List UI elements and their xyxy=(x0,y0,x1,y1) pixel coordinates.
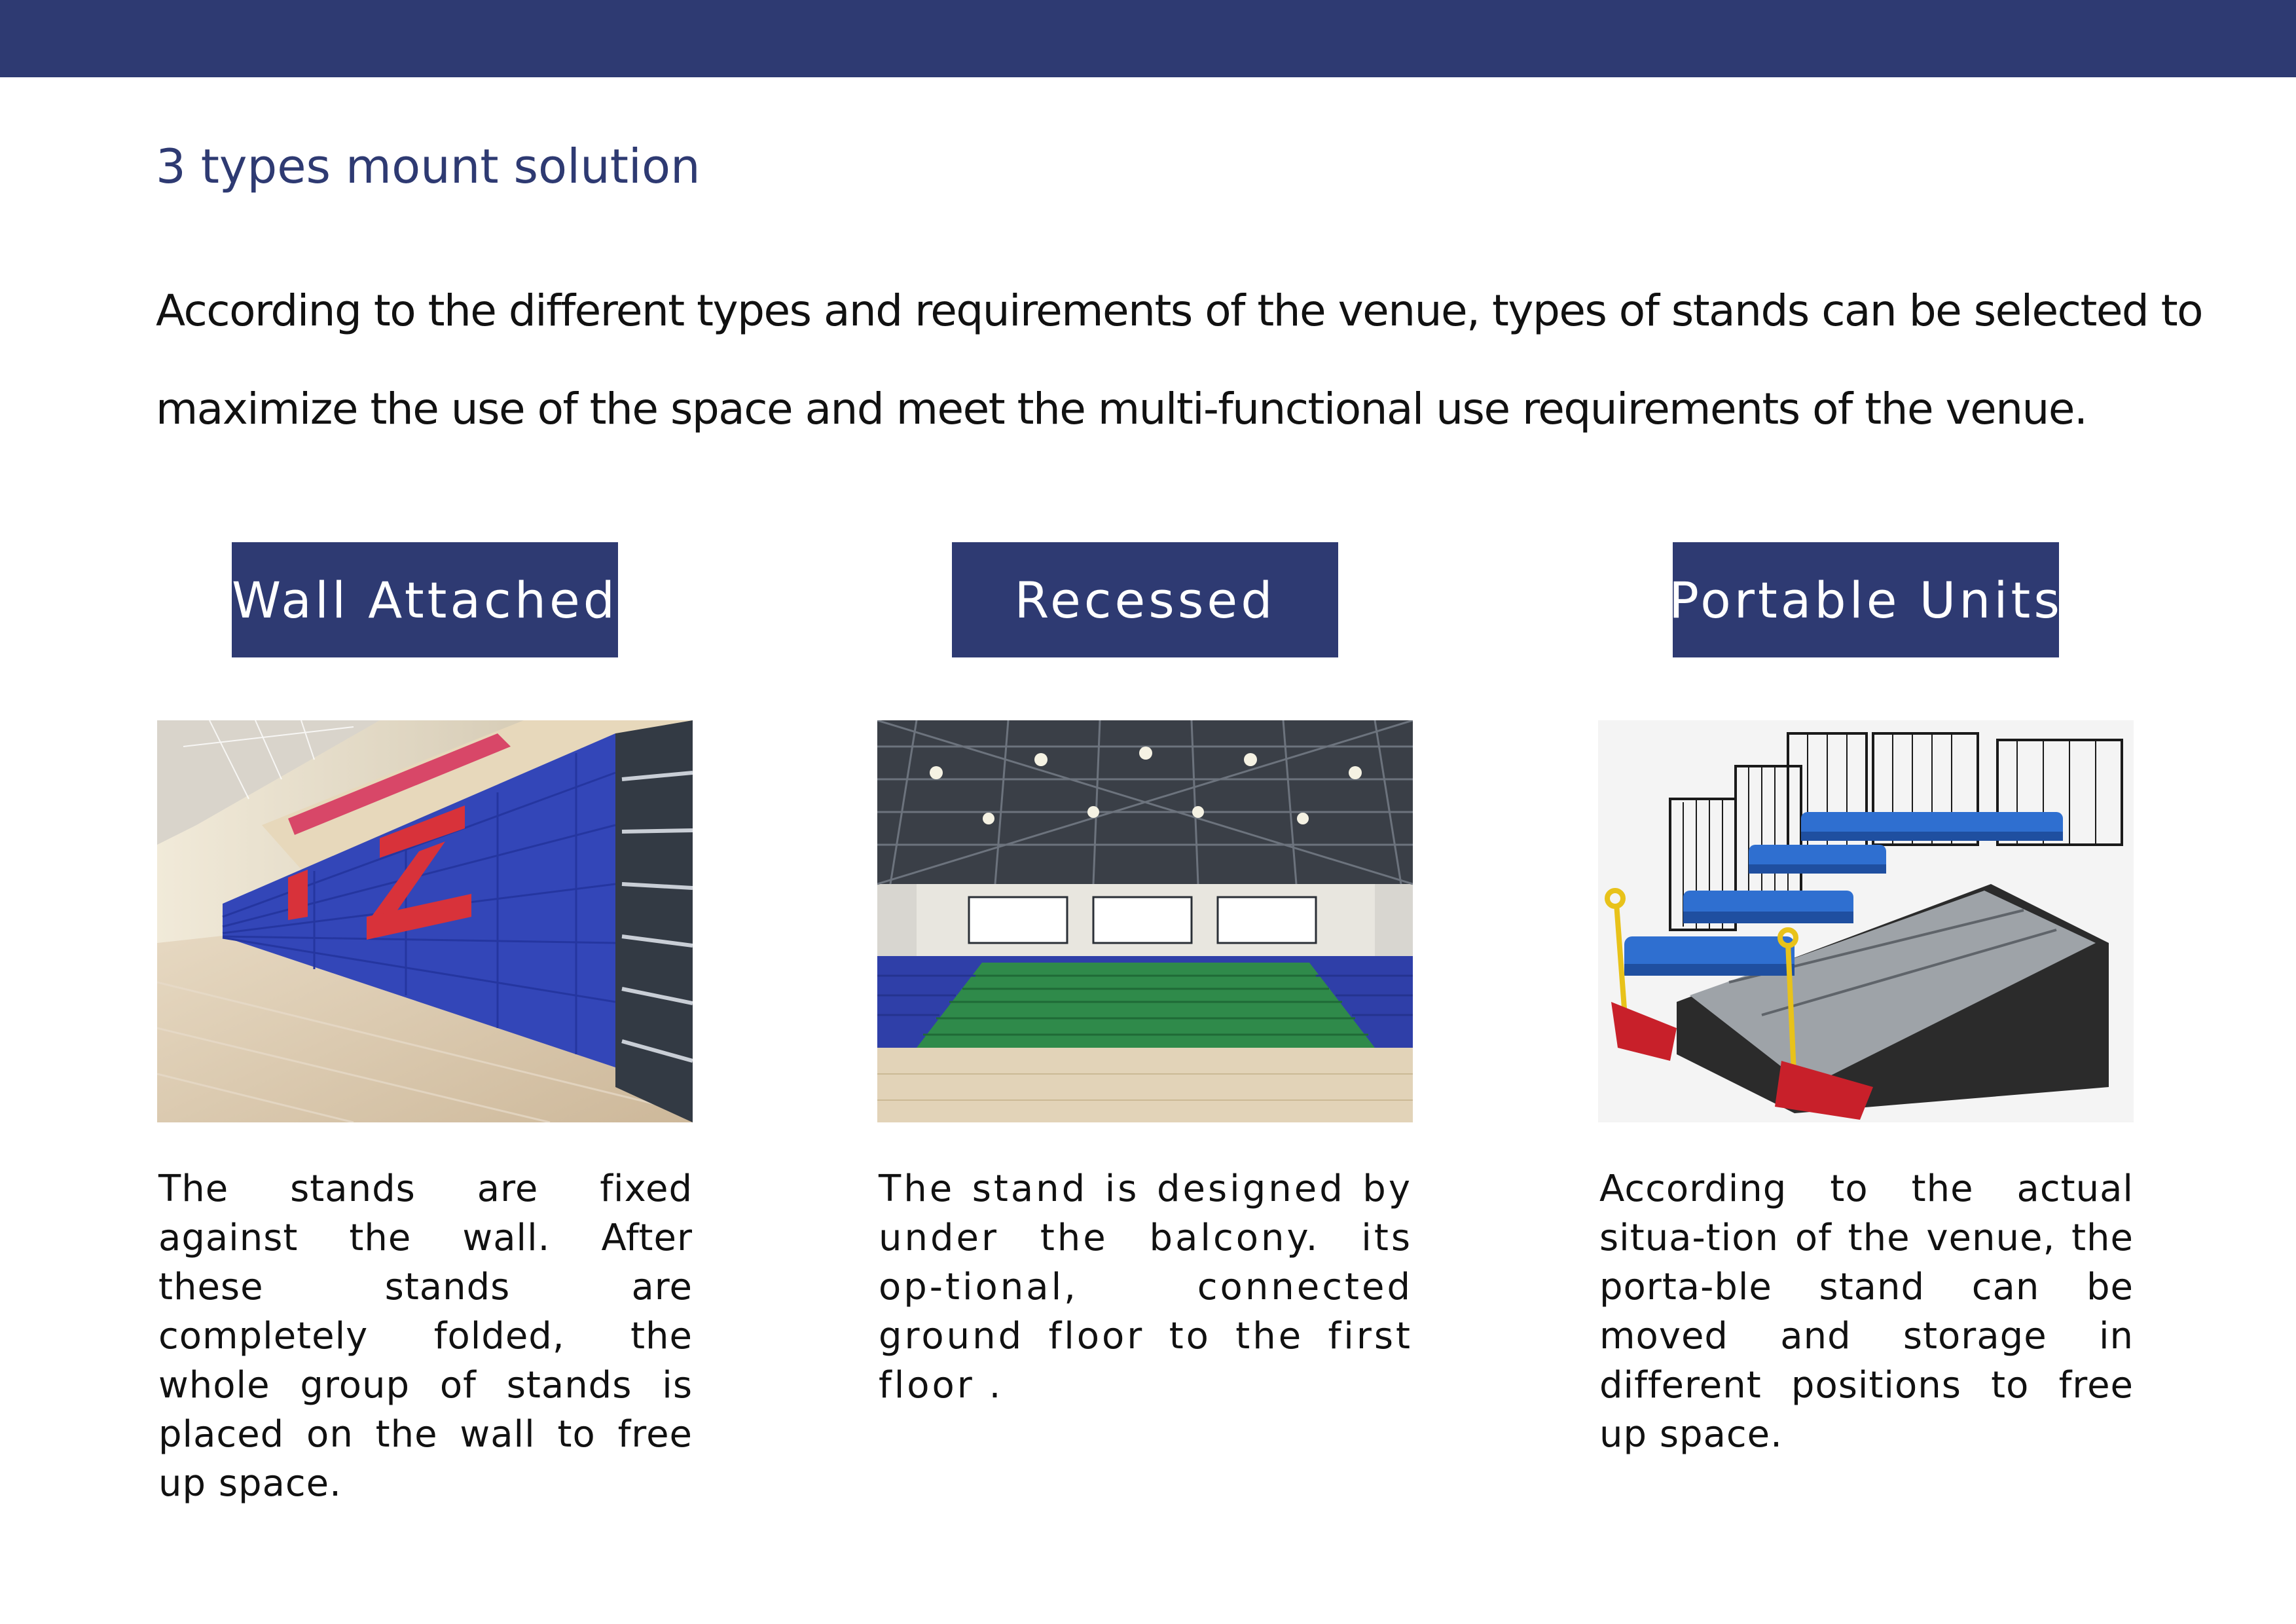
solution-recessed xyxy=(877,542,1413,1407)
intro-line-1: According to the different types and requirements of the venue, types of stands can be selected to xyxy=(156,286,2203,336)
solution-label-portable-units: Portable Units xyxy=(1673,542,2059,657)
solution-label-recessed: Recessed xyxy=(952,542,1338,657)
solution-description-wall-attached: The stands are fixed against the wall. After these stands are completely folded, the whole group of stands is placed on the wall to free up space. xyxy=(158,1168,693,1505)
page-title: 3 types mount solution xyxy=(156,139,701,194)
portable-units-photo xyxy=(1598,720,2134,1122)
wall-attached-photo xyxy=(157,720,693,1122)
solution-portable-units xyxy=(1598,542,2134,1456)
recessed-photo xyxy=(877,720,1413,1122)
header-bar xyxy=(0,0,2296,77)
solution-description-portable-units: According to the actual situa-tion of the venue, the porta-ble stand can be moved and storage in different positions to free up space. xyxy=(1599,1168,2134,1456)
intro-paragraph xyxy=(156,262,2203,458)
intro-line-2: maximize the use of the space and meet the multi-functional use requirements of the venue. xyxy=(156,384,2087,434)
solution-description-recessed: The stand is designed by under the balcony. its op-tional, connected ground floor to the first floor . xyxy=(879,1168,1413,1407)
solution-label-wall-attached: Wall Attached xyxy=(232,542,618,657)
solution-wall-attached xyxy=(157,542,693,1505)
